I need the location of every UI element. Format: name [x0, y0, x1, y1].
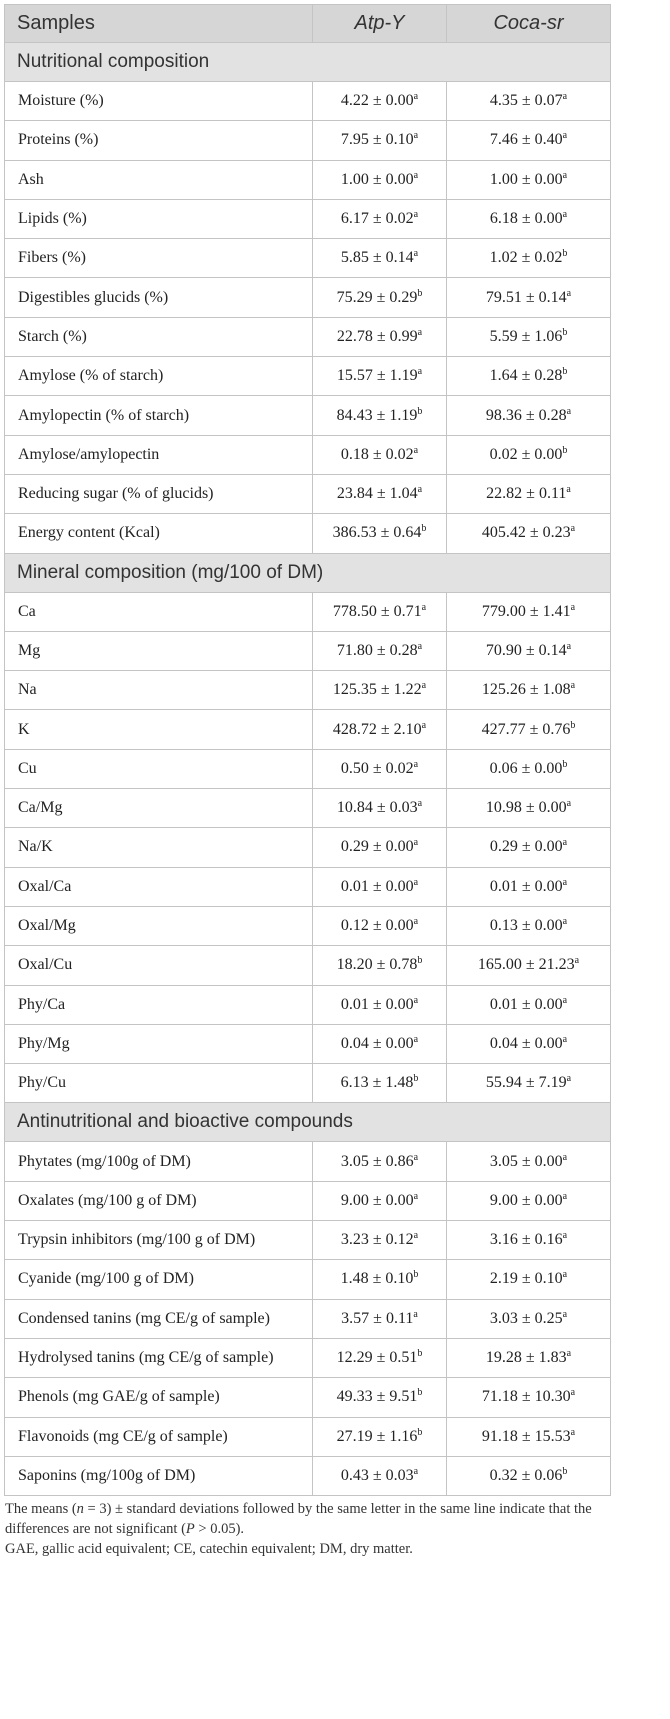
significance-letter: b: [417, 287, 423, 299]
mean-sd: 778.50 ± 0.71: [332, 602, 422, 620]
significance-letter: a: [413, 837, 419, 849]
mean-sd: 779.00 ± 1.41: [481, 602, 571, 620]
mean-sd: 2.19 ± 0.10: [489, 1270, 563, 1288]
mean-sd: 22.78 ± 0.99: [336, 327, 418, 345]
footnote-significance: The means (n = 3) ± standard deviations followed by the same letter in the same line indicate that the differences are not significant (P > 0.05).: [5, 1501, 592, 1538]
significance-letter: a: [570, 601, 576, 613]
mean-sd: 0.06 ± 0.00: [489, 759, 563, 777]
table-row: [5, 1142, 611, 1181]
mean-sd: 55.94 ± 7.19: [485, 1074, 567, 1092]
significance-letter: a: [413, 1230, 419, 1242]
significance-letter: b: [417, 1387, 423, 1399]
value-atp-y: [313, 1299, 447, 1338]
significance-letter: a: [570, 680, 576, 692]
significance-letter: a: [413, 1033, 419, 1045]
value-coca-sr: [447, 396, 611, 435]
significance-letter: b: [562, 758, 568, 770]
value-atp-y: [313, 1417, 447, 1456]
significance-letter: a: [413, 1465, 419, 1477]
table-row: [5, 671, 611, 710]
value-atp-y: [313, 474, 447, 513]
mean-sd: 1.64 ± 0.28: [489, 367, 563, 385]
significance-letter: b: [417, 1348, 423, 1360]
value-atp-y: [313, 946, 447, 985]
table-header-row: [5, 5, 611, 43]
significance-letter: a: [421, 680, 427, 692]
table-row: [5, 317, 611, 356]
value-coca-sr: [447, 985, 611, 1024]
value-coca-sr: [447, 671, 611, 710]
value-coca-sr: [447, 1338, 611, 1377]
mean-sd: 3.05 ± 0.00: [489, 1152, 563, 1170]
significance-letter: a: [566, 1348, 572, 1360]
significance-letter: b: [562, 326, 568, 338]
row-label: Flavonoids (mg CE/g of sample): [5, 1417, 313, 1456]
mean-sd: 0.43 ± 0.03: [340, 1466, 414, 1484]
table-figure: [4, 0, 614, 1559]
value-atp-y: [313, 1338, 447, 1377]
mean-sd: 75.29 ± 0.29: [336, 288, 418, 306]
table-row: [5, 906, 611, 945]
section-title: Antinutritional and bioactive compounds: [5, 1103, 611, 1142]
value-coca-sr: [447, 1181, 611, 1220]
significance-letter: b: [413, 1073, 419, 1085]
row-label: K: [5, 710, 313, 749]
significance-letter: a: [413, 876, 419, 888]
row-label: Mg: [5, 631, 313, 670]
significance-letter: b: [417, 955, 423, 967]
value-coca-sr: [447, 317, 611, 356]
mean-sd: 49.33 ± 9.51: [336, 1388, 418, 1406]
mean-sd: 0.01 ± 0.00: [340, 995, 414, 1013]
value-atp-y: [313, 514, 447, 553]
significance-letter: a: [562, 1269, 568, 1281]
row-label: Ca: [5, 592, 313, 631]
value-coca-sr: [447, 514, 611, 553]
significance-letter: a: [562, 1033, 568, 1045]
mean-sd: 0.50 ± 0.02: [340, 759, 414, 777]
mean-sd: 0.18 ± 0.02: [340, 445, 414, 463]
value-atp-y: [313, 985, 447, 1024]
value-coca-sr: [447, 906, 611, 945]
table-row: [5, 1221, 611, 1260]
significance-letter: a: [413, 209, 419, 221]
mean-sd: 1.48 ± 0.10: [340, 1270, 414, 1288]
value-coca-sr: [447, 160, 611, 199]
significance-letter: a: [566, 641, 572, 652]
value-atp-y: [313, 160, 447, 199]
significance-letter: a: [413, 1190, 419, 1202]
table-row: [5, 789, 611, 828]
row-label: Cu: [5, 749, 313, 788]
mean-sd: 3.16 ± 0.16: [489, 1231, 563, 1249]
value-coca-sr: [447, 592, 611, 631]
table-row: [5, 1417, 611, 1456]
table-row: [5, 749, 611, 788]
significance-letter: a: [413, 916, 419, 928]
table-row: [5, 1260, 611, 1299]
table-footnote: [4, 1499, 611, 1559]
mean-sd: 0.29 ± 0.00: [489, 838, 563, 856]
value-atp-y: [313, 1142, 447, 1181]
row-label: Hydrolysed tanins (mg CE/g of sample): [5, 1338, 313, 1377]
value-coca-sr: [447, 1260, 611, 1299]
mean-sd: 9.00 ± 0.00: [489, 1191, 563, 1209]
mean-sd: 84.43 ± 1.19: [336, 406, 418, 424]
mean-sd: 125.35 ± 1.22: [332, 681, 422, 699]
significance-letter: a: [413, 994, 419, 1006]
value-coca-sr: [447, 278, 611, 317]
mean-sd: 1.00 ± 0.00: [340, 170, 414, 188]
mean-sd: 0.01 ± 0.00: [489, 995, 563, 1013]
mean-sd: 27.19 ± 1.16: [336, 1427, 418, 1445]
mean-sd: 23.84 ± 1.04: [336, 485, 418, 503]
table-row: [5, 239, 611, 278]
value-coca-sr: [447, 1142, 611, 1181]
significance-letter: a: [562, 876, 568, 888]
significance-letter: b: [562, 248, 568, 260]
value-coca-sr: [447, 1378, 611, 1417]
mean-sd: 0.13 ± 0.00: [489, 917, 563, 935]
row-label: Energy content (Kcal): [5, 514, 313, 553]
row-label: Lipids (%): [5, 199, 313, 238]
value-atp-y: [313, 749, 447, 788]
table-row: [5, 396, 611, 435]
row-label: Phy/Mg: [5, 1024, 313, 1063]
significance-letter: a: [417, 641, 423, 652]
mean-sd: 386.53 ± 0.64: [332, 524, 422, 542]
value-atp-y: [313, 828, 447, 867]
row-label: Proteins (%): [5, 121, 313, 160]
value-atp-y: [313, 592, 447, 631]
mean-sd: 0.02 ± 0.00: [489, 445, 563, 463]
mean-sd: 165.00 ± 21.23: [477, 956, 575, 974]
value-coca-sr: [447, 82, 611, 121]
mean-sd: 5.85 ± 0.14: [340, 249, 414, 267]
table-row: [5, 631, 611, 670]
value-coca-sr: [447, 199, 611, 238]
table-row: [5, 474, 611, 513]
value-coca-sr: [447, 1024, 611, 1063]
significance-letter: a: [417, 366, 423, 378]
significance-letter: a: [413, 248, 419, 260]
mean-sd: 70.90 ± 0.14: [485, 642, 567, 659]
significance-letter: b: [417, 1426, 423, 1438]
row-label: Phy/Cu: [5, 1064, 313, 1103]
value-coca-sr: [447, 867, 611, 906]
significance-letter: a: [562, 1308, 568, 1320]
mean-sd: 1.00 ± 0.00: [489, 170, 563, 188]
table-row: [5, 435, 611, 474]
row-label: Moisture (%): [5, 82, 313, 121]
significance-letter: a: [562, 91, 568, 103]
mean-sd: 4.22 ± 0.00: [340, 92, 414, 110]
mean-sd: 9.00 ± 0.00: [340, 1191, 414, 1209]
value-coca-sr: [447, 749, 611, 788]
significance-letter: a: [570, 523, 576, 535]
significance-letter: a: [413, 1308, 418, 1320]
mean-sd: 0.32 ± 0.06: [489, 1466, 563, 1484]
value-coca-sr: [447, 946, 611, 985]
table-row: [5, 357, 611, 396]
table-row: [5, 1456, 611, 1495]
value-atp-y: [313, 199, 447, 238]
significance-letter: a: [413, 758, 419, 770]
value-atp-y: [313, 1456, 447, 1495]
value-coca-sr: [447, 474, 611, 513]
mean-sd: 71.18 ± 10.30: [481, 1388, 571, 1406]
table-row: [5, 1024, 611, 1063]
value-atp-y: [313, 121, 447, 160]
mean-sd: 91.18 ± 15.53: [481, 1427, 571, 1445]
mean-sd: 6.18 ± 0.00: [489, 210, 563, 228]
row-label: Oxal/Ca: [5, 867, 313, 906]
row-label: Na/K: [5, 828, 313, 867]
mean-sd: 0.01 ± 0.00: [340, 877, 414, 895]
table-row: [5, 1338, 611, 1377]
value-coca-sr: [447, 1456, 611, 1495]
row-label: Phy/Ca: [5, 985, 313, 1024]
significance-letter: a: [566, 1073, 572, 1085]
significance-letter: b: [413, 1269, 419, 1281]
significance-letter: a: [562, 916, 568, 928]
table-body: [5, 43, 611, 1496]
row-label: Ca/Mg: [5, 789, 313, 828]
row-label: Digestibles glucids (%): [5, 278, 313, 317]
significance-letter: a: [417, 326, 423, 338]
section-header-row: [5, 43, 611, 82]
row-label: Phenols (mg GAE/g of sample): [5, 1378, 313, 1417]
significance-letter: a: [413, 130, 419, 142]
mean-sd: 4.35 ± 0.07: [489, 92, 563, 110]
value-coca-sr: [447, 1064, 611, 1103]
mean-sd: 6.17 ± 0.02: [340, 210, 414, 228]
value-atp-y: [313, 396, 447, 435]
value-atp-y: [313, 789, 447, 828]
table-row: [5, 278, 611, 317]
significance-letter: a: [562, 169, 568, 181]
value-atp-y: [313, 82, 447, 121]
significance-letter: b: [562, 1465, 568, 1477]
mean-sd: 71.80 ± 0.28: [336, 642, 418, 659]
table-row: [5, 121, 611, 160]
value-atp-y: [313, 317, 447, 356]
significance-letter: a: [566, 798, 572, 810]
mean-sd: 19.28 ± 1.83: [485, 1349, 567, 1367]
mean-sd: 22.82 ± 0.11: [486, 485, 567, 503]
value-coca-sr: [447, 828, 611, 867]
value-atp-y: [313, 710, 447, 749]
row-label: Na: [5, 671, 313, 710]
table-row: [5, 592, 611, 631]
mean-sd: 0.01 ± 0.00: [489, 877, 563, 895]
table-row: [5, 1299, 611, 1338]
header-atp-y: Atp-Y: [313, 5, 447, 43]
significance-letter: b: [570, 719, 576, 731]
value-atp-y: [313, 278, 447, 317]
value-atp-y: [313, 239, 447, 278]
significance-letter: a: [566, 405, 572, 417]
mean-sd: 428.72 ± 2.10: [332, 720, 422, 738]
value-atp-y: [313, 1221, 447, 1260]
row-label: Ash: [5, 160, 313, 199]
significance-letter: b: [562, 366, 568, 378]
mean-sd: 1.02 ± 0.02: [489, 249, 563, 267]
table-row: [5, 160, 611, 199]
row-label: Oxal/Cu: [5, 946, 313, 985]
section-header-row: [5, 553, 611, 592]
value-atp-y: [313, 357, 447, 396]
value-coca-sr: [447, 710, 611, 749]
value-coca-sr: [447, 435, 611, 474]
significance-letter: a: [413, 169, 419, 181]
mean-sd: 5.59 ± 1.06: [489, 327, 563, 345]
significance-letter: a: [421, 719, 427, 731]
significance-letter: a: [562, 1230, 568, 1242]
mean-sd: 7.46 ± 0.40: [489, 131, 563, 149]
table-row: [5, 1064, 611, 1103]
row-label: Condensed tanins (mg CE/g of sample): [5, 1299, 313, 1338]
value-atp-y: [313, 867, 447, 906]
value-atp-y: [313, 1181, 447, 1220]
section-header-row: [5, 1103, 611, 1142]
mean-sd: 3.05 ± 0.86: [340, 1152, 414, 1170]
row-label: Cyanide (mg/100 g of DM): [5, 1260, 313, 1299]
mean-sd: 12.29 ± 0.51: [336, 1349, 418, 1367]
significance-letter: a: [417, 484, 423, 496]
value-atp-y: [313, 1064, 447, 1103]
value-coca-sr: [447, 357, 611, 396]
row-label: Saponins (mg/100g of DM): [5, 1456, 313, 1495]
table-row: [5, 710, 611, 749]
significance-letter: a: [562, 837, 568, 849]
significance-letter: a: [574, 955, 580, 967]
footnote-abbreviations: GAE, gallic acid equivalent; CE, catechin equivalent; DM, dry matter.: [5, 1541, 413, 1558]
significance-letter: a: [413, 1151, 419, 1163]
row-label: Reducing sugar (% of glucids): [5, 474, 313, 513]
table-row: [5, 867, 611, 906]
row-label: Oxal/Mg: [5, 906, 313, 945]
significance-letter: a: [421, 601, 427, 613]
significance-letter: a: [566, 287, 572, 299]
mean-sd: 3.03 ± 0.25: [489, 1309, 563, 1327]
value-coca-sr: [447, 631, 611, 670]
table-row: [5, 828, 611, 867]
mean-sd: 427.77 ± 0.76: [481, 720, 571, 738]
mean-sd: 125.26 ± 1.08: [481, 681, 571, 699]
table-row: [5, 82, 611, 121]
row-label: Phytates (mg/100g of DM): [5, 1142, 313, 1181]
significance-letter: b: [562, 444, 568, 456]
mean-sd: 405.42 ± 0.23: [481, 524, 571, 542]
section-title: Mineral composition (mg/100 of DM): [5, 553, 611, 592]
mean-sd: 18.20 ± 0.78: [336, 956, 418, 974]
significance-letter: a: [566, 484, 571, 496]
value-atp-y: [313, 1378, 447, 1417]
mean-sd: 3.57 ± 0.11: [341, 1309, 414, 1327]
row-label: Amylose/amylopectin: [5, 435, 313, 474]
value-coca-sr: [447, 789, 611, 828]
value-atp-y: [313, 1024, 447, 1063]
row-label: Trypsin inhibitors (mg/100 g of DM): [5, 1221, 313, 1260]
mean-sd: 0.04 ± 0.00: [340, 1034, 414, 1052]
significance-letter: a: [562, 1151, 568, 1163]
significance-letter: a: [413, 91, 419, 103]
mean-sd: 10.98 ± 0.00: [485, 799, 567, 817]
significance-letter: a: [570, 1426, 576, 1438]
significance-letter: b: [421, 523, 427, 535]
value-atp-y: [313, 671, 447, 710]
table-row: [5, 199, 611, 238]
row-label: Amylopectin (% of starch): [5, 396, 313, 435]
mean-sd: 0.04 ± 0.00: [489, 1034, 563, 1052]
value-coca-sr: [447, 121, 611, 160]
section-title: Nutritional composition: [5, 43, 611, 82]
value-atp-y: [313, 1260, 447, 1299]
row-label: Oxalates (mg/100 g of DM): [5, 1181, 313, 1220]
significance-letter: a: [562, 130, 568, 142]
value-coca-sr: [447, 239, 611, 278]
table-row: [5, 1181, 611, 1220]
table-row: [5, 946, 611, 985]
significance-letter: a: [413, 444, 419, 456]
mean-sd: 3.23 ± 0.12: [340, 1231, 414, 1249]
significance-letter: a: [417, 798, 423, 810]
value-coca-sr: [447, 1417, 611, 1456]
mean-sd: 0.29 ± 0.00: [340, 838, 414, 856]
value-coca-sr: [447, 1299, 611, 1338]
mean-sd: 10.84 ± 0.03: [336, 799, 418, 817]
row-label: Amylose (% of starch): [5, 357, 313, 396]
significance-letter: a: [570, 1387, 576, 1399]
value-coca-sr: [447, 1221, 611, 1260]
mean-sd: 7.95 ± 0.10: [340, 131, 414, 149]
value-atp-y: [313, 906, 447, 945]
significance-letter: a: [562, 1190, 568, 1202]
header-samples: Samples: [5, 5, 313, 43]
composition-table: [4, 4, 611, 1496]
mean-sd: 6.13 ± 1.48: [340, 1074, 414, 1092]
value-atp-y: [313, 435, 447, 474]
significance-letter: a: [562, 209, 568, 221]
value-atp-y: [313, 631, 447, 670]
row-label: Starch (%): [5, 317, 313, 356]
mean-sd: 15.57 ± 1.19: [336, 367, 418, 385]
header-coca-sr: Coca-sr: [447, 5, 611, 43]
mean-sd: 79.51 ± 0.14: [485, 288, 567, 306]
significance-letter: a: [562, 994, 568, 1006]
mean-sd: 98.36 ± 0.28: [485, 406, 567, 424]
significance-letter: b: [417, 405, 423, 417]
mean-sd: 0.12 ± 0.00: [340, 917, 414, 935]
table-row: [5, 514, 611, 553]
row-label: Fibers (%): [5, 239, 313, 278]
table-row: [5, 985, 611, 1024]
table-row: [5, 1378, 611, 1417]
